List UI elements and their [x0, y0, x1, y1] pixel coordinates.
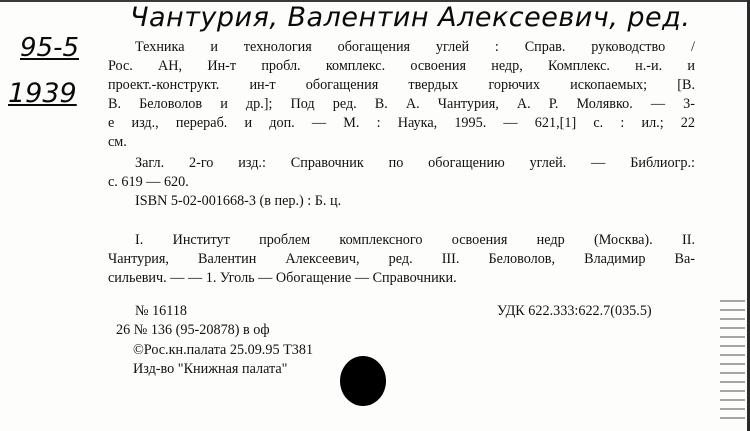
record-line: проект.-конструкт. ин-т обогащения твердых горючих ископаемых; [В. [108, 77, 695, 93]
record-line: е изд., перераб. и доп. — М. : Наука, 1995. — 621,[1] с. : ил.; 22 [108, 115, 695, 131]
scan-specks [720, 300, 745, 420]
card-number: № 16118 [135, 303, 188, 319]
tracing-line: I. Институт проблем комплексного освоения недр (Москва). II. [135, 232, 695, 248]
book-chamber-line: ©Рос.кн.палата 25.09.95 Т381 [133, 342, 314, 358]
handwritten-shelfmark-bottom: 1939 [8, 78, 77, 109]
record-line: см. [108, 134, 127, 150]
notes-line: Загл. 2-го изд.: Справочник по обогащению углей. — Библиогр.: [135, 155, 695, 171]
order-line: 26 № 136 (95-20878) в оф [116, 322, 270, 338]
udc-code: УДК 622.333:622.7(035.5) [497, 303, 652, 319]
record-line: Техника и технология обогащения углей : Справ. руководство / [135, 39, 695, 55]
notes-line: с. 619 — 620. [108, 174, 189, 190]
tracing-line: Чантурия, Валентин Алексеевич, ред. III. Беловолов, Владимир Ва- [108, 251, 695, 267]
handwritten-shelfmark-top: 95-5 [20, 33, 80, 63]
tracing-line: сильевич. — — 1. Уголь — Обогащение — Справочники. [108, 270, 457, 286]
ink-blot [340, 356, 386, 406]
record-line: В. Беловолов и др.]; Под ред. В. А. Чантурия, А. Р. Молявко. — 3- [108, 96, 695, 112]
isbn-line: ISBN 5-02-001668-3 (в пер.) : Б. ц. [135, 193, 342, 209]
handwritten-heading: Чантурия, Валентин Алексеевич, ред. [130, 2, 691, 33]
record-line: Рос. АН, Ин-т пробл. комплекс. освоения недр, Комплекс. н.-и. и [108, 58, 695, 74]
publisher-line: Изд-во "Книжная палата" [133, 361, 288, 377]
